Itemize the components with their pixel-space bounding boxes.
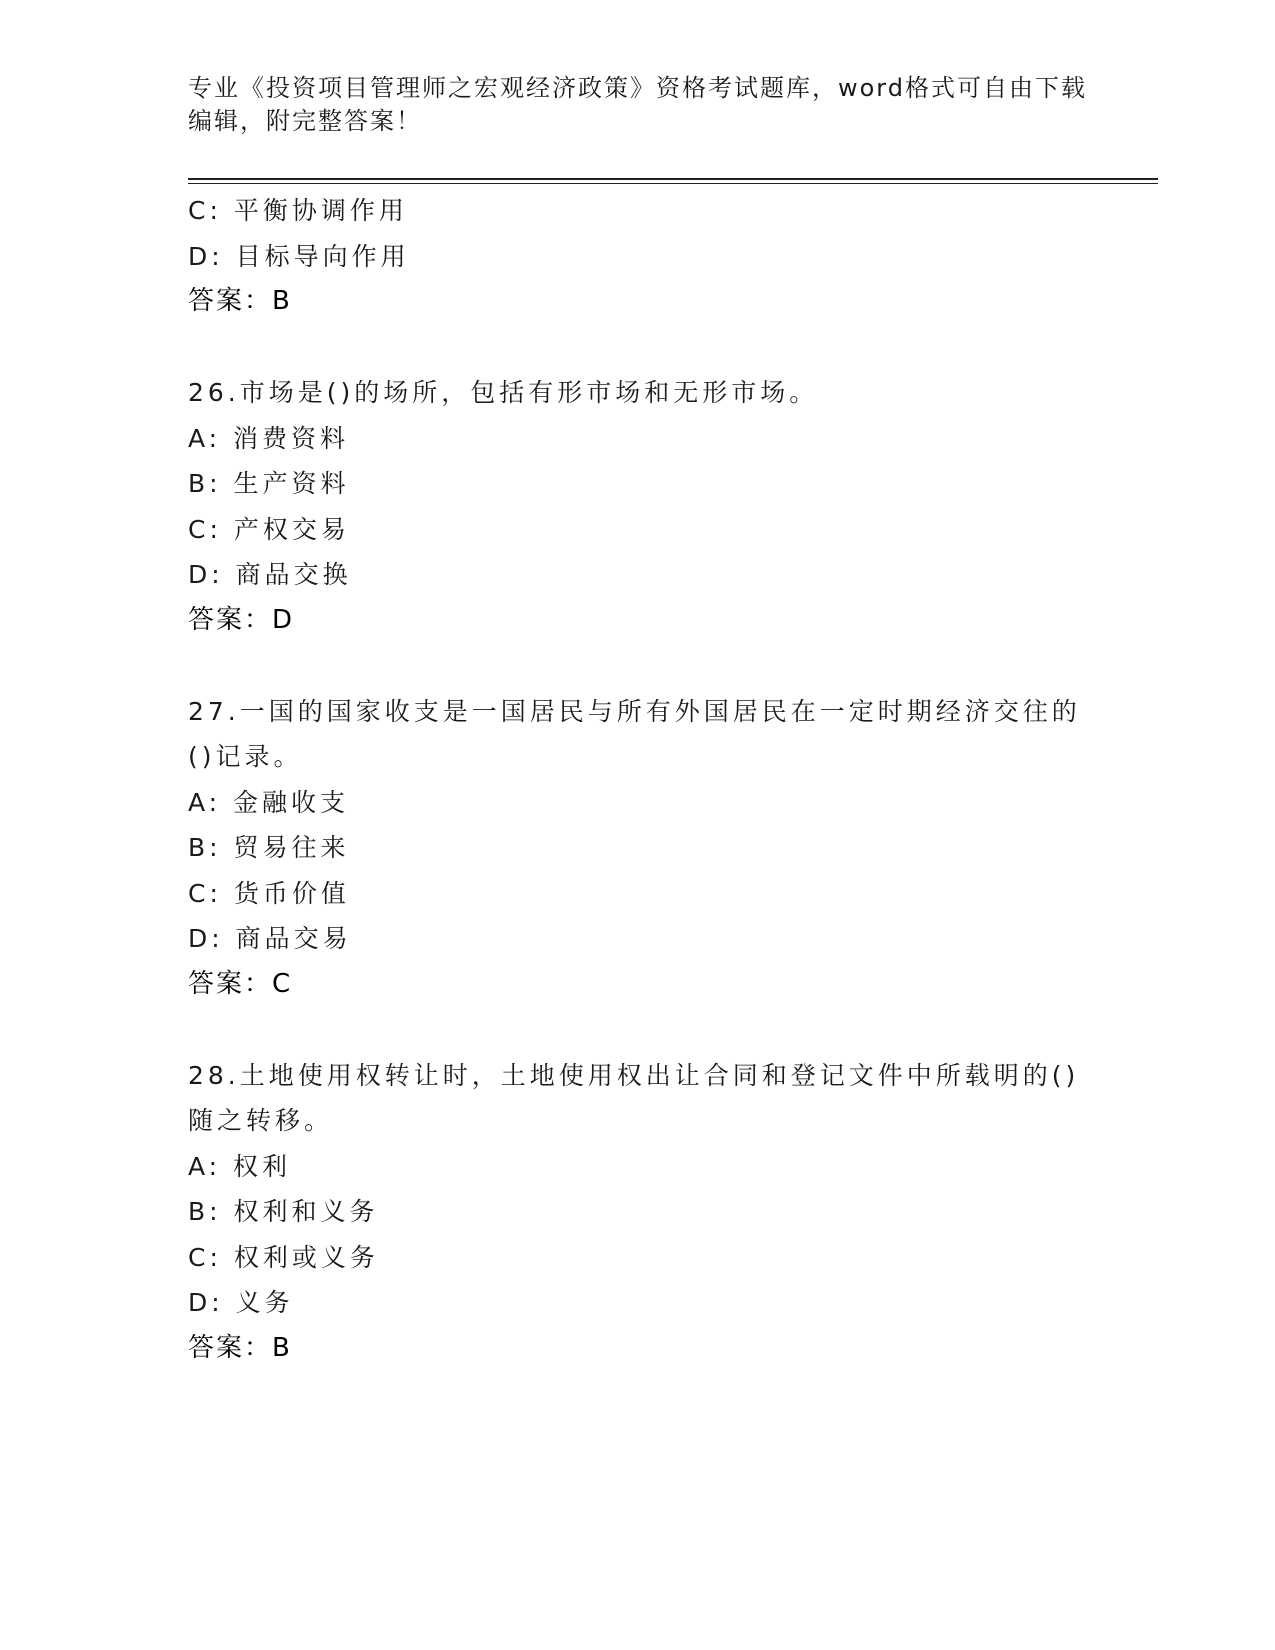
question-26 (188, 370, 1088, 643)
document-header: 专业《投资项目管理师之宏观经济政策》资格考试题库，word格式可自由下载编辑，附完整答案！ (188, 74, 1087, 135)
option-b: B: 生产资料 (188, 469, 350, 498)
answer-line: 答案：B (188, 286, 292, 316)
question-27 (188, 689, 1088, 1008)
option-a: A: 金融收支 (188, 787, 350, 817)
question-stem: 26.市场是()的场所，包括有形市场和无形市场。 (188, 378, 819, 407)
continued-question (188, 188, 1088, 325)
answer-line: 答案：C (188, 968, 293, 999)
option-a: A: 权利 (188, 1151, 292, 1181)
option-d: D: 商品交易 (188, 924, 352, 953)
question-list (188, 188, 1088, 1371)
option-c: C: 平衡协调作用 (188, 196, 408, 225)
option-a: A: 消费资料 (188, 423, 350, 453)
header-divider-thin (188, 183, 1158, 184)
option-d: D: 商品交换 (188, 560, 352, 589)
option-d: D: 义务 (188, 1288, 294, 1317)
question-28 (188, 1053, 1088, 1372)
option-d: D: 目标导向作用 (188, 241, 410, 271)
option-c: C: 货币价值 (188, 878, 350, 908)
header-divider-thick (188, 178, 1158, 180)
option-b: B: 权利和义务 (188, 1197, 379, 1226)
option-c: C: 权利或义务 (188, 1242, 379, 1272)
option-c: C: 产权交易 (188, 514, 350, 544)
question-stem: 27.一国的国家收支是一国居民与所有外国居民在一定时期经济交往的()记录。 (188, 696, 1081, 771)
question-stem: 28.土地使用权转让时，土地使用权出让合同和登记文件中所载明的()随之转移。 (188, 1060, 1080, 1135)
answer-line: 答案：D (188, 604, 295, 635)
option-b: B: 贸易往来 (188, 833, 350, 862)
answer-line: 答案：B (188, 1332, 292, 1363)
